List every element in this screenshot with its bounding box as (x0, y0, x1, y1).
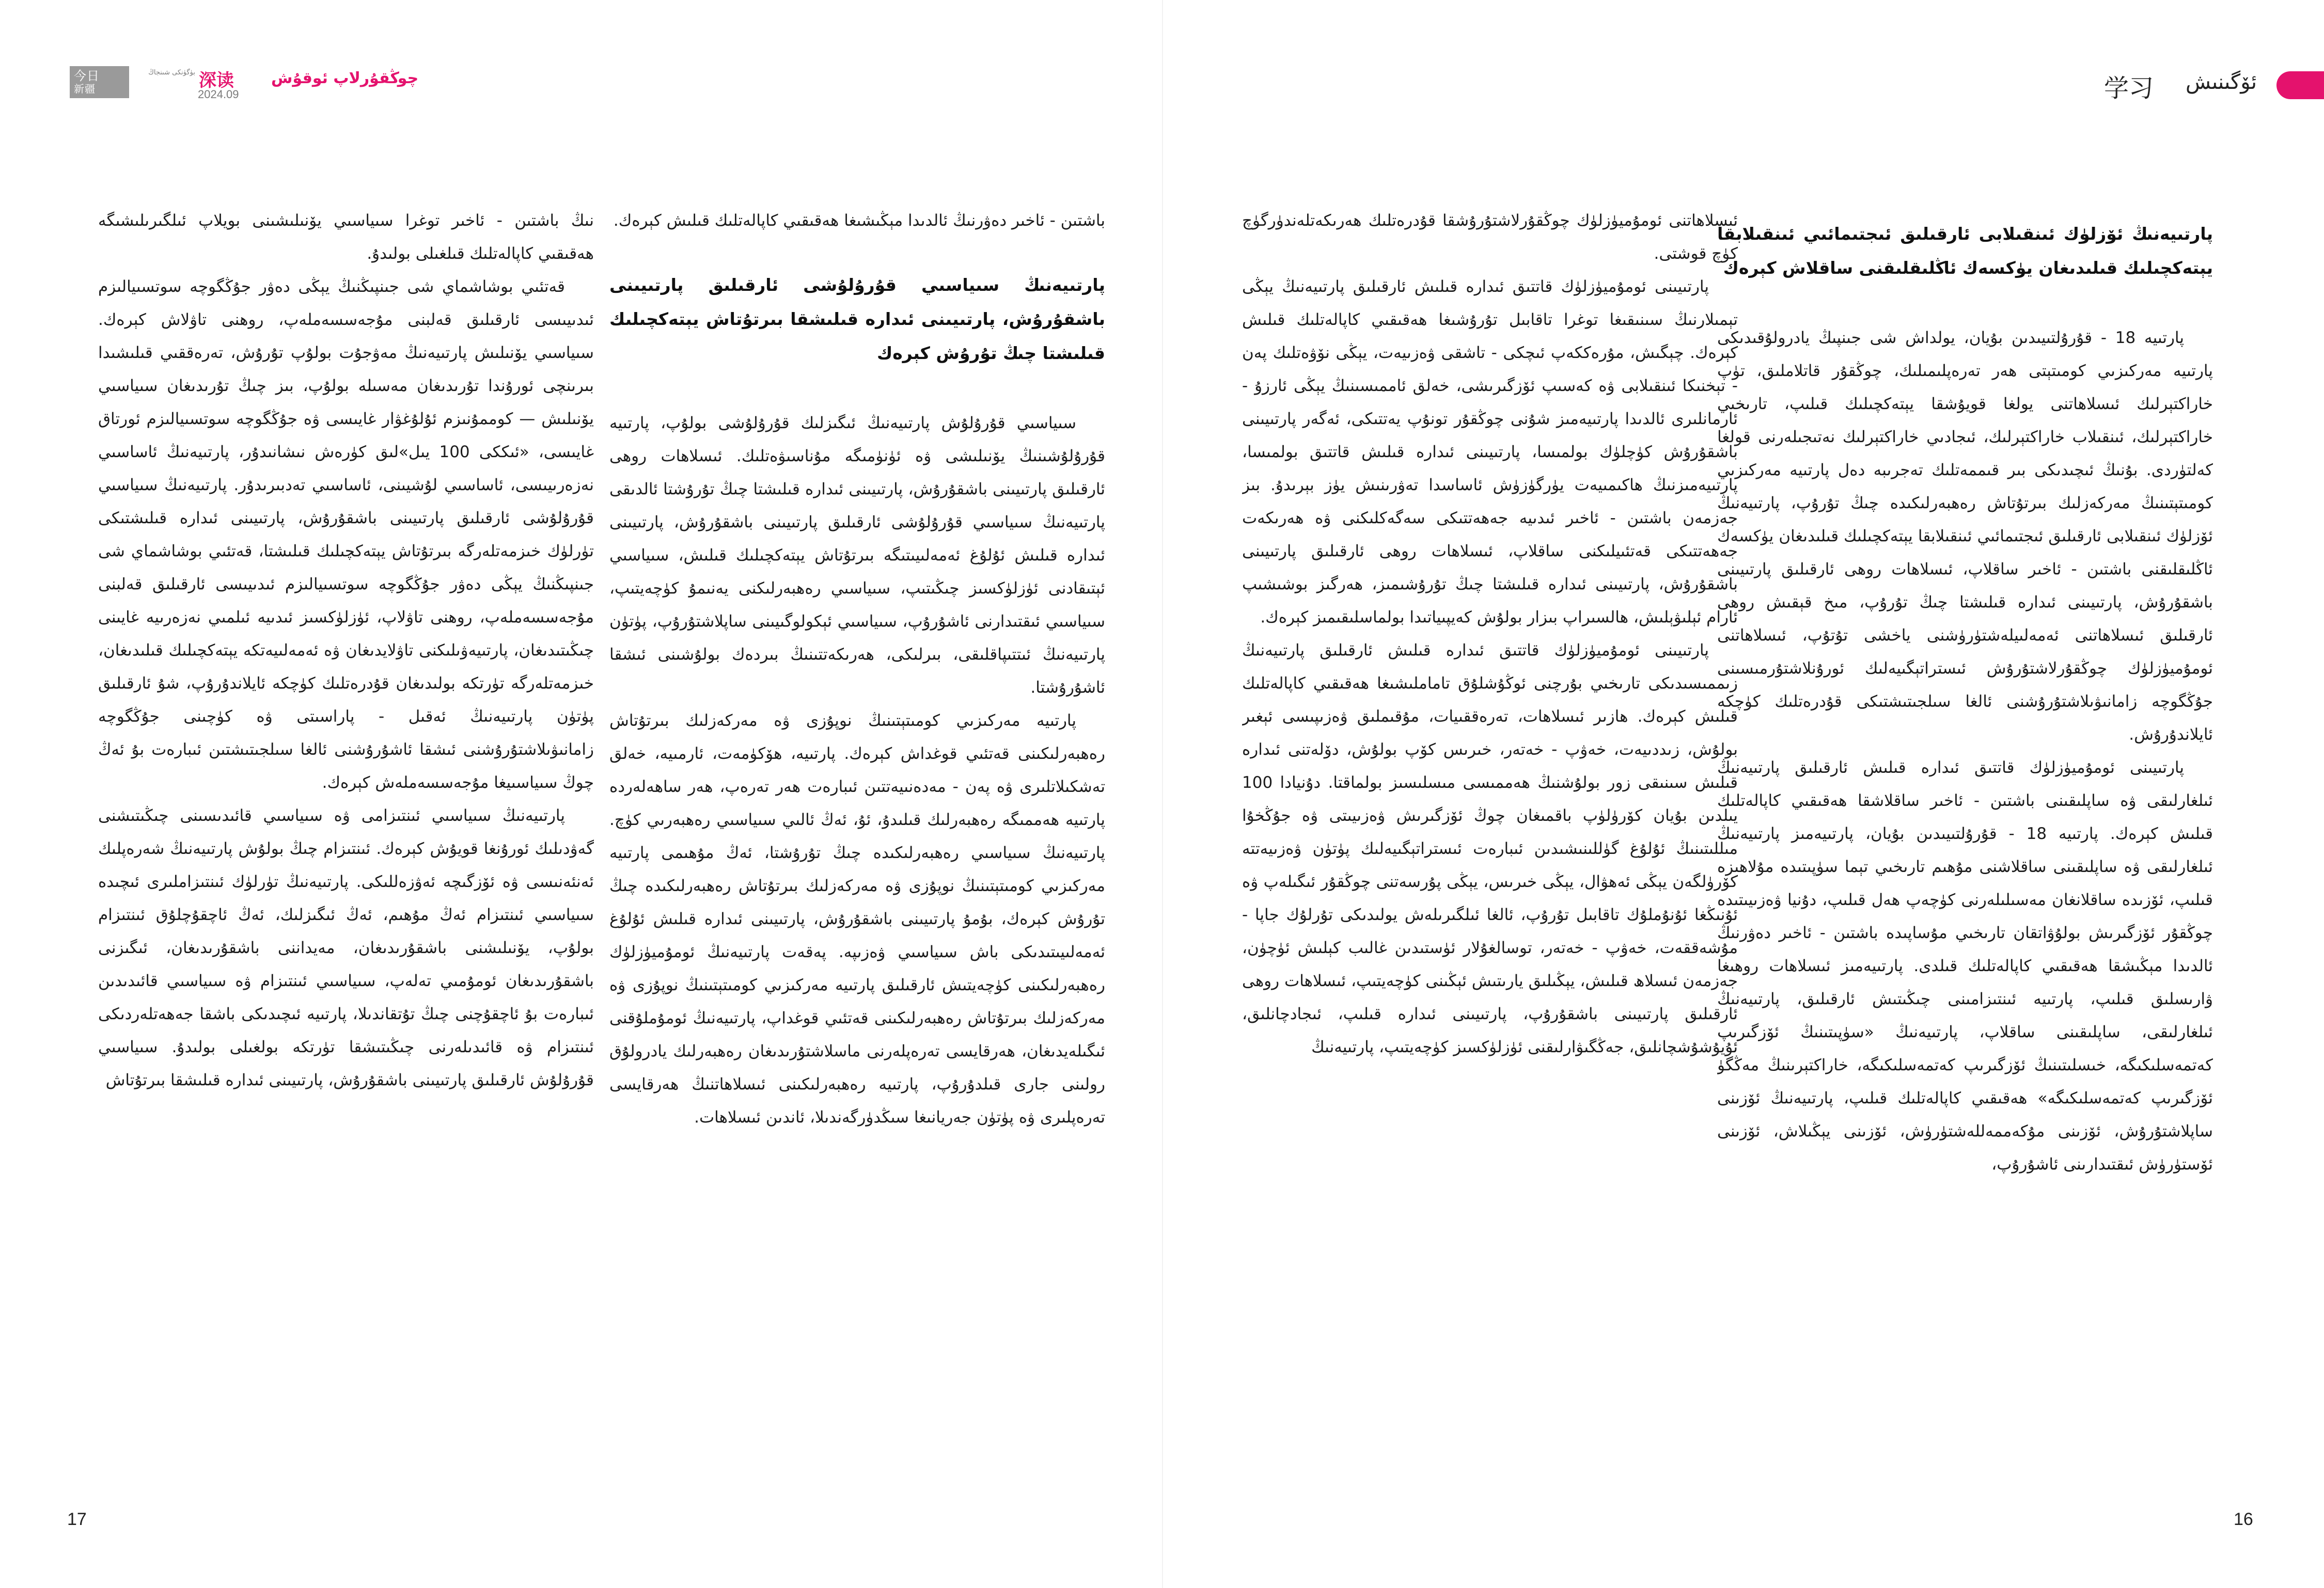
issue-date: 2024.09 (198, 88, 239, 101)
section-title-chinese-right: 学习 (2103, 74, 2154, 103)
section-title-uyghur-right: ئۆگىنىش (2185, 70, 2257, 94)
section-title-uyghur: چوڭقۇرلاپ ئوقۇش (271, 69, 419, 87)
paragraph: پارتىيەنىڭ سىياسىي ئىنتىزامى ۋە سىياسىي قائىدىسىنى چىڭىتىشنى گەۋدىلىك ئورۇنغا قويۇش كېرەك. ئىنتىزام چىڭ بولۇش پارتىيەنىڭ شەرەپلىك ئەنئەنىسى ۋە ئۆزگىچە ئەۋزەللىكى. پارتىيەنىڭ تۈرلۈك ئىنتىزاملىرى ئىچىدە سىياسىي ئىنتىزام ئەڭ مۇھىم، ئەڭ ئىگىزلىك، ئەڭ ئاچقۇچلۇق ئىنتىزام بولۇپ، يۆنىلىشنى باشقۇرىدىغان، مەيداننى باشقۇرىدىغان، ئىگىزنى باشقۇرىدىغان ئومۇمىي تەلەپ، سىياسىي ئىنتىزام ۋە سىياسىي قائىدىدىن ئىبارەت بۇ ئاچقۇچنى چىڭ تۇتقاندىلا، پارتىيە ئىچىدىكى باشقا جەھەتلەردىكى ئىنتىزام ۋە قائىدىلەرنى چىڭىتىشقا تۈرتكە بولغىلى بولىدۇ. سىياسىي قۇرۇلۇش ئارقىلىق پارتىيىنى باشقۇرۇش، پارتىيىنى ئىدارە قىلىشقا بىرتۇتاش (98, 806, 594, 1089)
paragraph: باشتىن - ئاخىر دەۋرنىڭ ئالدىدا مېڭىشىغا ھەقىقىي كاپالەتلىك قىلىش كېرەك. (613, 211, 1105, 230)
column-right-page-right (1717, 217, 2213, 1498)
paragraph: سىياسىي قۇرۇلۇش پارتىيەنىڭ ئىگىزلىك قۇرۇلۇشى بولۇپ، پارتىيە قۇرۇلۇشىنىڭ يۆنىلىشى ۋە ئۈنۈمىگە مۇناسىۋەتلىك. ئىسلاھات روھى ئارقىلىق پارتىيىنى باشقۇرۇش، پارتىيىنى ئىدارە قىلىشتا چىڭ تۇرۇشتا ئالدىقى پارتىيەنىڭ سىياسىي قۇرۇلۇشى ئارقىلىق پارتىيىنى باشقۇرۇش، پارتىيىنى ئىدارە قىلىش ئۇلۇغ ئەمەلىيىتىگە بىرتۇتاش يېتەكچىلىك قىلىش، سىياسىي ئېتىقادنى ئۈزلۈكسىز چىڭىتىپ، سىياسىي رەھبەرلىكنى يەنىمۇ كۈچەيتىپ، سىياسىي ئىقتىدارنى ئاشۇرۇپ، سىياسىي ئېكولوگىيىنى ساپلاشتۇرۇپ، پۈتۈن پارتىيەنىڭ ئىتتىپاقلىقى، بىرلىكى، ھەرىكەتتىنىڭ بىردەك بولۇشىنى ئىشقا ئاشۇرۇشتا. (609, 414, 1105, 697)
paragraph: پارتىيىنى ئومۇميۈزلۈك قاتتىق ئىدارە قىلىش ئارقىلىق پارتىيەنىڭ زىممىسىدىكى تارىخىي بۇرچنى ئوڭۇشلۇق تاماملىشىغا ھەقىقىي كاپالەتلىك قىلىش كېرەك. ھازىر ئىسلاھات، تەرەققىيات، مۇقىملىق ۋەزىپىسى ئېغىر بولۇش، زىددىيەت، خەۋپ - خەتەر، خىرىس كۆپ بولۇش، دۆلەتنى ئىدارە قىلىش سىنىقى زور بولۇشنىڭ ھەممىسى مىسلىسىز بولماقتا. دۇنيادا 100 يىلدىن بۇيان كۆرۈلۈپ باقمىغان چوڭ ئۆزگىرىش ۋەزىيىتى ۋە جۇڭخۇا مىللىتىنىڭ ئۇلۇغ گۈللىنىشىدىن ئىبارەت ئىستراتېگىيەلىك پۈتۈن ۋەزىيەتتە كۆرۈلگەن يېڭى ئەھۋال، يېڭى خىرىس، يېڭى پۇرسەتنى چوڭقۇر ئىگىلەپ ۋە ئۇنىڭغا ئۇنۇملۇك تاقابىل تۇرۇپ، ئالغا ئىلگىرىلەش يولىدىكى تۇرلۇك جاپا - مۇشەققەت، خەۋپ - خەتەر، توسالغۇلار ئۈستىدىن غالىب كېلىش ئۈچۈن، جەزمەن ئىسلاھ قىلىش، يېڭىلىق يارىتىش ئېڭىنى كۈچەيتىپ، ئىسلاھات روھى ئارقىلىق پارتىيىنى باشقۇرۇپ، پارتىيىنى ئىدارە قىلىپ، ئىجادچانلىق، ئۇيۇشۇشچانلىق، جەڭگىۋارلىقنى ئۈزلۈكسىز كۈچەيتىپ، پارتىيەنىڭ (1242, 641, 1738, 1056)
magazine-logo-badge (70, 66, 129, 98)
subheading: پارتىيەنىڭ سىياسىي قۇرۇلۇشى ئارقىلىق پارتىيىنى باشقۇرۇش، پارتىيىنى ئىدارە قىلىشقا بىرتۇتاش يېتەكچىلىك قىلىشتا چىڭ تۇرۇش كېرەك (609, 275, 1105, 363)
column-left-page-left (98, 204, 594, 1485)
badge-line-1: 今日 (74, 69, 100, 83)
paragraph: پارتىيە 18 - قۇرۇلتىيىدىن بۇيان، يولداش شى جىنپىڭ يادرولۇقىدىكى پارتىيە مەركىزىي كومىتېتى ھەر تەرەپلىمىلىك، چوڭقۇر قاتلاملىق، تۈپ خاراكتېرلىك ئىسلاھاتنى يولغا قويۇشقا يېتەكچىلىك قىلىپ، تارىخىي خاراكتېرلىك، ئىنقىلاب خاراكتېرلىك، ئىجادىي خاراكتېرلىك نەتىجىلەرنى قولغا كەلتۈردى. بۇنىڭ ئىچىدىكى بىر قىممەتلىك تەجرىبە دەل پارتىيە مەركىزىي كومىتېتىنىڭ مەركەزلىك بىرتۇتاش رەھبەرلىكىدە چىڭ تۇرۇپ، پارتىيەنىڭ ئۆزلۈك ئىنقىلابى ئارقىلىق ئىجتىمائىي ئىنقىلابقا يېتەكچىلىك قىلىدىغان يۈكسەك ئاڭلىقلىقنى باشتىن - ئاخىر ساقلاپ، ئىسلاھات روھى ئارقىلىق پارتىيىنى باشقۇرۇش، پارتىيىنى ئىدارە قىلىشتا چىڭ تۇرۇپ، مىخ قېقىش روھى ئارقىلىق ئىسلاھاتنى ئەمەلىيلەشتۈرۈشنى ياخشى تۇتۇپ، ئىسلاھاتنى ئومۇميۈزلۈك چوڭقۇرلاشتۇرۇش ئىستراتېگىيەلىك ئورۇنلاشتۇرمىسىنى جۇڭگوچە زامانىۋىلاشتۇرۇشنى ئالغا سىلجىتىشتىكى قۇدرەتلىك كۈچكە ئايلاندۇرۇش. (1717, 329, 2213, 744)
page-number-right: 16 (2234, 1509, 2253, 1529)
section-subtitle-uyghur: بۈگۈنكى شىنجاڭ (148, 69, 195, 76)
page-gutter (1162, 0, 1163, 1588)
paragraph: پارتىيىنى ئومۇميۈزلۈك قاتتىق ئىدارە قىلىش ئارقىلىق پارتىيەنىڭ يېڭى تېمىلارنىڭ سىنىقىغا توغرا تاقابىل تۇرۇشىغا ھەقىقىي كاپالەتلىك قىلىش كېرەك. چېگىش، مۇرەككەپ ئىچكى - تاشقى ۋەزىيەت، يېڭى نۆۋەتلىك پەن - تېخنىكا ئىنقىلابى ۋە كەسىپ ئۆزگىرىشى، خەلق ئاممىسىنىڭ يېڭى ئارزۇ - ئارمانلىرى ئالدىدا پارتىيەمىز شۇنى چوڭقۇر تونۇپ يەتتىكى، ئەگەر پارتىيىنى باشقۇرۇش كۈچلۈك بولمىسا، پارتىيىنى ئىدارە قىلىش قاتتىق بولمىسا، پارتىيەمىزنىڭ ھاكىمىيەت يۈرگۈزۈش ئاساسدا تەۋرىنىش يۈز بېرىدۇ. بىز جەزمەن باشتىن - ئاخىر ئىدىيە جەھەتتىكى سەگەكلىكنى ۋە ھەرىكەت جەھەتتىكى قەتئىيلىكنى ساقلاپ، ئىسلاھات روھى ئارقىلىق پارتىيىنى باشقۇرۇش، پارتىيىنى ئىدارە قىلىشتا چىڭ تۇرۇشىمىز، ھەرگىز بوشىشىپ ئارام ئېلىۋېلىش، ھالسىراپ بىزار بولۇش كەيپىياتىدا بولماسلىقىمىز كېرەك. (1242, 277, 1738, 627)
column-left-page-right (609, 204, 1105, 1485)
paragraph: پارتىيە مەركىزىي كومىتېتىنىڭ نوپۇزى ۋە مەركەزلىك بىرتۇتاش رەھبەرلىكىنى قەتئىي قوغداش كېرەك. پارتىيە، ھۆكۈمەت، ئارمىيە، خەلق تەشكىلاتلىرى ۋە پەن - مەدەنىيەتتىن ئىبارەت ھەر تەرەپ، ھەر ساھەلەردە پارتىيە ھەممىگە رەھبەرلىك قىلىدۇ، ئۇ، ئەڭ ئالىي سىياسىي رەھبەرىي كۈچ. پارتىيەنىڭ سىياسىي رەھبەرلىكىدە چىڭ تۇرۇشتا، ئەڭ مۇھىمى پارتىيە مەركىزىي كومىتېتىنىڭ نوپۇزى ۋە مەركەزلىك بىرتۇتاش رەھبەرلىكىدە چىڭ تۇرۇش كېرەك، بۇمۇ پارتىيىنى باشقۇرۇش، پارتىيىنى ئىدارە قىلىش ئۇلۇغ ئەمەلىيىتىدىكى باش سىياسىي ۋەزىپە. پەقەت پارتىيەنىڭ ئومۇميۈزلۈك رەھبەرلىكىنى كۈچەيتىش ئارقىلىق پارتىيە مەركىزىي كومىتېتىنىڭ نوپۇزى ۋە مەركەزلىك بىرتۇتاش رەھبەرلىكىنى قەتئىي قوغداپ، پارتىيەنىڭ ئومۇملۇقنى ئىگىلەيدىغان، ھەرقايسى تەرەپلەرنى ماسلاشتۇرىدىغان رەھبەرلىك يادرولۇق رولىنى جارى قىلدۇرۇپ، پارتىيە رەھبەرلىكىنى ئىسلاھاتنىڭ ھەرقايسى تەرەپلىرى ۋە پۈتۈن جەريانىغا سىڭدۈرگەندىلا، ئاندىن ئىسلاھات. (609, 711, 1105, 1127)
page-number-left: 17 (67, 1509, 87, 1529)
section-title-chinese: 深读 (199, 70, 234, 91)
paragraph: قەتئىي بوشاشماي شى جىنپىڭنىڭ يېڭى دەۋر جۇڭگوچە سوتسىيالىزم ئىدىيىسى ئارقىلىق قەلبنى مۇجەسسەملەپ، روھنى تاۋلاش كېرەك. سىياسىي يۆنىلىش پارتىيەنىڭ مەۋجۇت بولۇپ تۇرۇش، تەرەققىي قىلىشىدا بىرىنچى ئورۇندا تۇرىدىغان مەسىلە بولۇپ، بىز چىڭ تۇرىدىغان سىياسىي يۆنىلىش — كوممۇنىزم ئۇلۇغۋار غايىسى ۋە جۇڭگوچە سوتسىيالىزم ئورتاق غايىسى، «ئىككى 100 يىل»لىق كۈرەش نىشانىدۇر، پارتىيەنىڭ ئاساسىي نەزەرىيىسى، ئاساسىي لۇشيىنى، ئاساسىي تەدبىرىدۇر. پارتىيەنىڭ سىياسىي قۇرۇلۇشى ئارقىلىق پارتىيىنى باشقۇرۇش، پارتىيىنى ئىدارە قىلىشتىكى تۈرلۈك خىزمەتلەرگە بىرتۇتاش يېتەكچىلىك قىلىشتا، قەتئىي بوشاشماي شى جىنپىڭنىڭ يېڭى دەۋر جۇڭگوچە سوتسىيالىزم ئىدىيىسى ئارقىلىق قەلبنى مۇجەسسەملەپ، روھنى تاۋلاپ، ئۈزلۈكسىز ئىدىيە ئىلمىي نەزەرىيە غايىنى چىڭىتىدىغان، پارتىيەۋىلىكنى تاۋلايدىغان ۋە ئەمەلىيەتكە يېتەكچىلىك قىلىدىغان، خىزمەتلەرگە تۈرتكە بولىدىغان قۇدرەتلىك كۈچكە ئايلاندۇرۇپ، شۇ ئارقىلىق پۈتۈن پارتىيەنىڭ ئەقىل - پاراسىتى ۋە كۈچىنى جۇڭگوچە زامانىۋىلاشتۇرۇشنى ئىشقا ئاشۇرۇشنى ئالغا سىلجىتىشتىن ئىبارەت بۇ ئەڭ چوڭ سىياسىيغا مۇجەسسەملەش كېرەك. (98, 277, 594, 792)
right-page-header (2055, 66, 2324, 107)
subheading: پارتىيەنىڭ ئۆزلۈك ئىنقىلابى ئارقىلىق ئىجتىمائىي ئىنقىلابقا يېتەكچىلىك قىلىدىغان يۈكسەك ئاڭلىقلىقنى ساقلاش كېرەك (1717, 224, 2213, 278)
paragraph: نىڭ باشتىن - ئاخىر توغرا سىياسىي يۆنىلىشىنى بويلاپ ئىلگىرىلىشىگە ھەقىقىي كاپالەتلىك قىلغىلى بولىدۇ. (98, 211, 594, 263)
column-right-page-left (1242, 204, 1738, 1485)
paragraph: ئىسلاھاتنى ئومۇميۈزلۈك چوڭقۇرلاشتۇرۇشقا قۇدرەتلىك ھەرىكەتلەندۈرگۈچ كۈچ قوشتى. (1242, 211, 1738, 263)
badge-line-2: 新疆 (74, 83, 96, 95)
paragraph: پارتىيىنى ئومۇميۈزلۈك قاتتىق ئىدارە قىلىش ئارقىلىق پارتىيەنىڭ ئىلغارلىقى ۋە ساپلىقىنى باشتىن - ئاخىر ساقلاشقا ھەقىقىي كاپالەتلىك قىلىش كېرەك. پارتىيە 18 - قۇرۇلتىيىدىن بۇيان، پارتىيەمىز پارتىيەنىڭ ئىلغارلىقى ۋە ساپلىقىنى ساقلاشنى مۇھىم تارىخىي تېما سۈپىتىدە مۇلاھىزە قىلىپ، ئۆزىدە ساقلانغان مەسىلىلەرنى كۈچەپ ھەل قىلىپ، دۇنيا ۋەزىيىتىدە چوڭقۇر ئۆزگىرىش بولۇۋاتقان تارىخىي مۇساپىدە باشتىن - ئاخىر دەۋرنىڭ ئالدىدا مېڭىشقا ھەقىقىي كاپالەتلىك قىلدى. پارتىيەمىز ئىسلاھات روھىغا ۋارىسلىق قىلىپ، پارتىيە ئىنتىزامىنى چىڭىتىش ئارقىلىق، پارتىيەنىڭ ئىلغارلىقى، ساپلىقىنى ساقلاپ، پارتىيەنىڭ «سۈپىتىنىڭ ئۆزگىرىپ كەتمەسلىكىگە، خىسلىتىنىڭ ئۆزگىرىپ كەتمەسلىكىگە، خاراكتېرىنىڭ مەڭگۈ ئۆزگىرىپ كەتمەسلىكىگە» ھەقىقىي كاپالەتلىك قىلىپ، پارتىيەنىڭ ئۆزىنى ساپلاشتۇرۇش، ئۆزىنى مۇكەممەللەشتۈرۈش، ئۆزىنى يېڭىلاش، ئۆزىنى ئۆستۈرۈش ئىقتىدارىنى ئاشۇرۇپ، (1717, 758, 2213, 1174)
section-tab-marker (2276, 71, 2324, 99)
spacer (609, 237, 1105, 268)
